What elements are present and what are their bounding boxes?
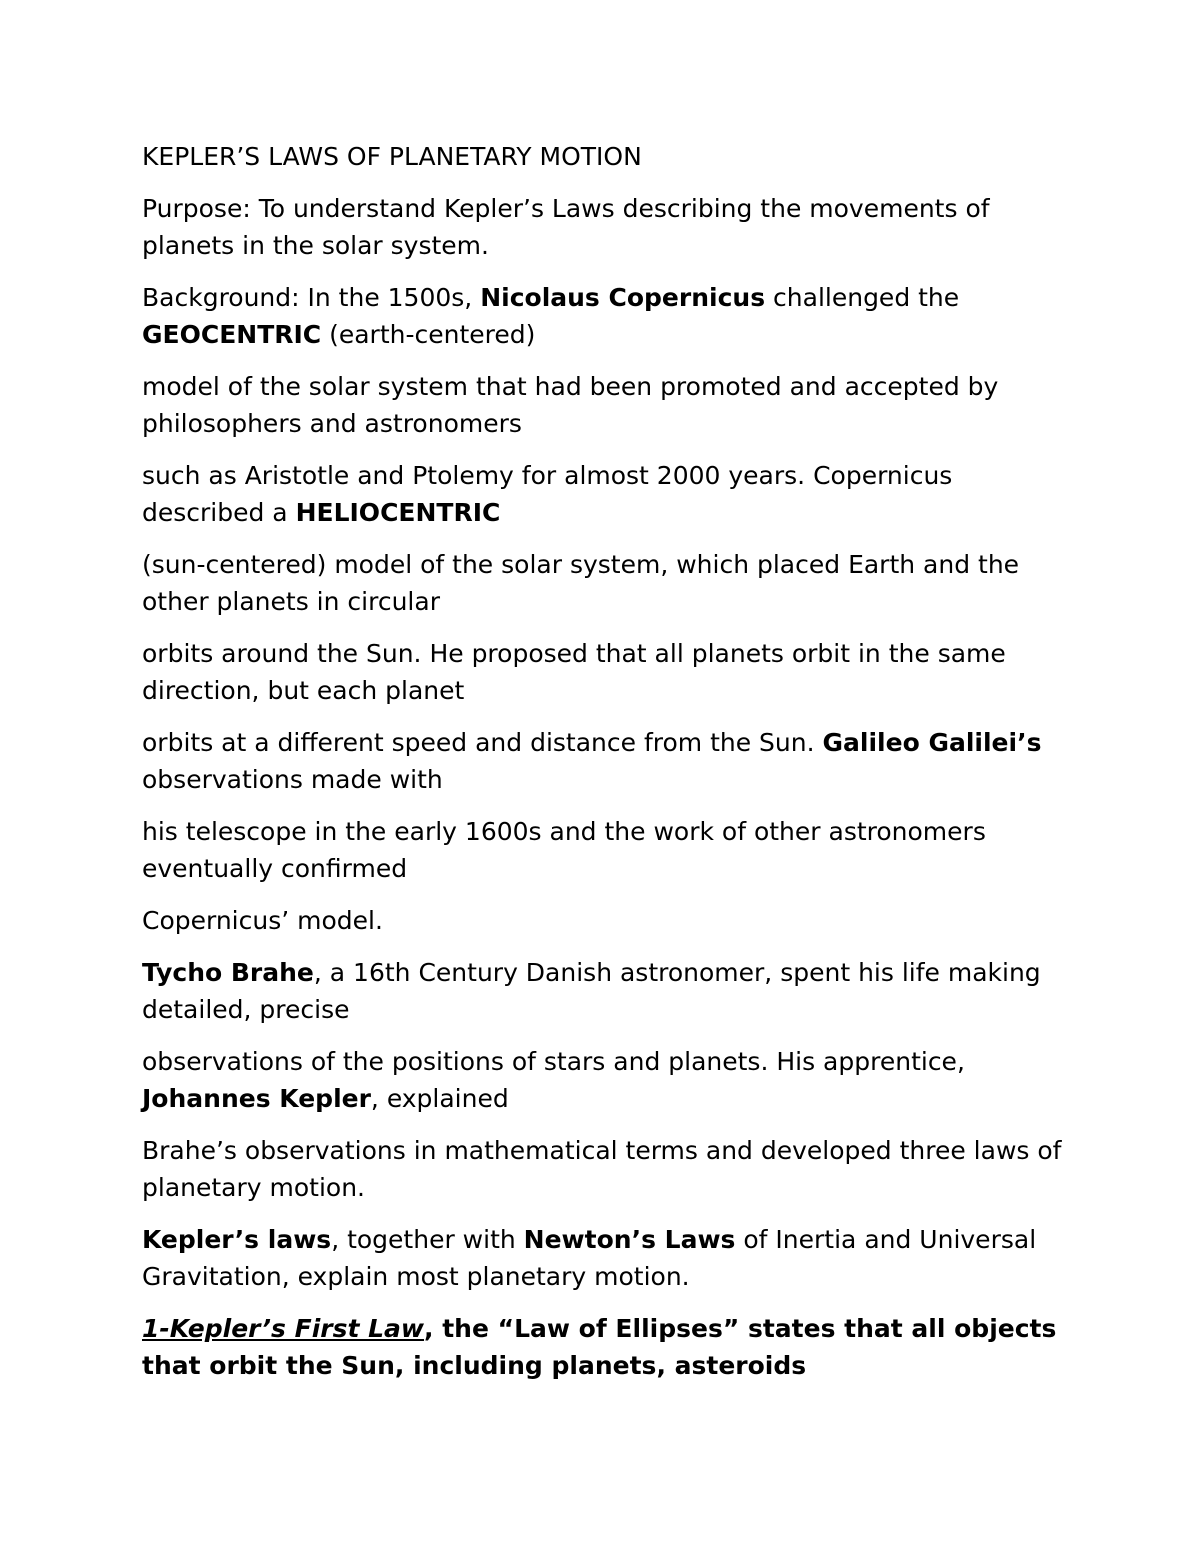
text-run: challenged the	[765, 283, 960, 312]
bold-term-tycho-brahe: Tycho Brahe	[142, 958, 314, 987]
background-paragraph-1	[142, 279, 1062, 353]
text-run: , together with	[331, 1225, 524, 1254]
background-paragraph-3	[142, 457, 1062, 531]
first-law-text: , the “Law of Ellipses” states that all objects that orbit the Sun, including planets, asteroids	[142, 1314, 1057, 1380]
document-title: KEPLER’S LAWS OF PLANETARY MOTION	[142, 142, 642, 171]
text-run: , a 16th Century Danish astronomer, spent his life making detailed, precise	[142, 958, 1041, 1024]
background-paragraph-6	[142, 724, 1062, 798]
background-paragraph-2: model of the solar system that had been promoted and accepted by philosophers and astronomers	[142, 372, 999, 438]
brahe-paragraph-2	[142, 1043, 1062, 1117]
text-run: observations of the positions of stars and planets. His apprentice,	[142, 1047, 965, 1076]
first-law-heading: 1-Kepler’s First Law	[142, 1314, 425, 1343]
background-paragraph-5: orbits around the Sun. He proposed that all planets orbit in the same direction, but each planet	[142, 639, 1006, 705]
text-run: such as Aristotle and Ptolemy for almost 2000 years. Copernicus described a	[142, 461, 953, 527]
bold-term-newtons-laws: Newton’s Laws	[523, 1225, 736, 1254]
bold-term-geocentric: GEOCENTRIC	[142, 320, 322, 349]
bold-term-galileo: Galileo Galilei’s	[822, 728, 1042, 757]
text-run: orbits at a different speed and distance from the Sun.	[142, 728, 823, 757]
bold-term-keplers-laws: Kepler’s laws	[142, 1225, 332, 1254]
purpose-paragraph: Purpose: To understand Kepler’s Laws describing the movements of planets in the solar system.	[142, 194, 990, 260]
background-paragraph-8: Copernicus’ model.	[142, 906, 383, 935]
summary-paragraph	[142, 1221, 1062, 1295]
document-body	[142, 138, 1062, 1384]
brahe-paragraph-1	[142, 954, 1062, 1028]
bold-term-johannes-kepler: Johannes Kepler	[142, 1084, 371, 1113]
text-run: of Inertia and Universal Gravitation, explain most planetary motion.	[142, 1225, 1037, 1291]
bold-term-copernicus: Nicolaus Copernicus	[480, 283, 766, 312]
first-law-paragraph	[142, 1310, 1062, 1384]
text-run: (earth-centered)	[321, 320, 536, 349]
text-run: observations made with	[142, 765, 443, 794]
text-run: Background: In the 1500s,	[142, 283, 481, 312]
text-run: , explained	[370, 1084, 509, 1113]
background-paragraph-4: (sun-centered) model of the solar system, which placed Earth and the other planets in circular	[142, 550, 1020, 616]
bold-term-heliocentric: HELIOCENTRIC	[295, 498, 501, 527]
background-paragraph-7: his telescope in the early 1600s and the work of other astronomers eventually confirmed	[142, 817, 986, 883]
brahe-paragraph-3: Brahe’s observations in mathematical terms and developed three laws of planetary motion.	[142, 1136, 1062, 1202]
